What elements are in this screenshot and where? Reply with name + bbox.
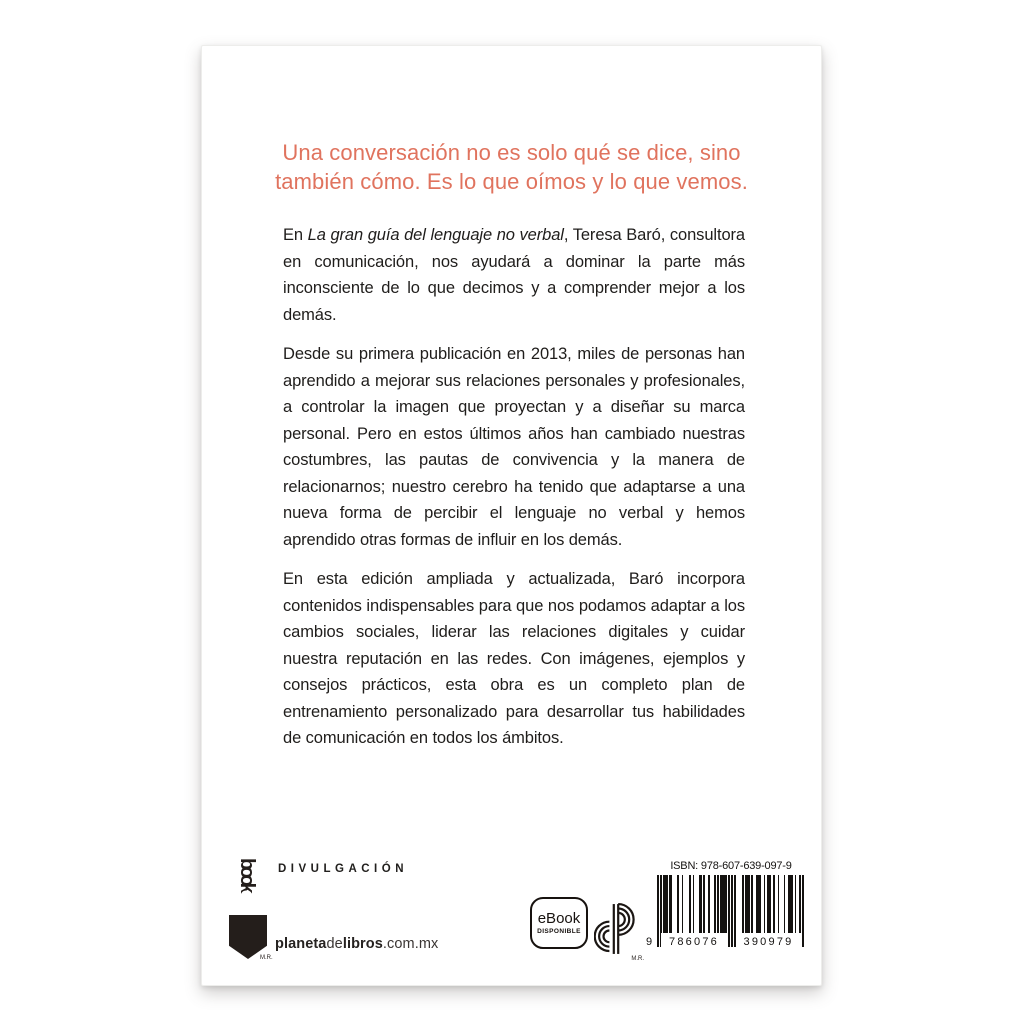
back-cover-headline: Una conversación no es solo qué se dice, sino también cómo. Es lo que oímos y lo que vemos.	[275, 140, 748, 194]
back-cover-description	[283, 222, 745, 765]
booket-shield-icon	[229, 915, 267, 959]
ebook-badge-title: eBook	[537, 909, 581, 927]
barcode-block	[646, 860, 805, 948]
barcode-first-digit: 9	[646, 936, 653, 948]
booket-wordmark-bottom: et	[236, 889, 258, 900]
publisher-website	[275, 936, 438, 952]
planeta-trademark-label: M.R.	[631, 956, 644, 962]
website-seg-planeta: planeta	[275, 936, 327, 952]
booket-trademark-label: M.R.	[260, 955, 273, 961]
barcode-digits-left: 786076	[661, 933, 727, 948]
book-title-italic: La gran guía del lenguaje no verbal	[307, 226, 564, 244]
collection-label: DIVULGACIÓN	[278, 863, 408, 875]
book-back-cover	[201, 45, 822, 986]
ebook-available-badge	[530, 897, 588, 949]
planeta-logo	[594, 898, 642, 964]
barcode-digits-right: 390979	[736, 933, 801, 948]
ebook-badge-subtitle: DISPONIBLE	[537, 928, 581, 936]
description-paragraph-1	[283, 222, 745, 328]
description-paragraph-3: En esta edición ampliada y actualizada, Baró incorpora contenidos indispensables para que nos podamos adaptar a los cambios sociales, liderar las relaciones digitales y cuidar nuestra reputación en las redes. Con imágenes, ejemplos y consejos prácticos, esta obra es un completo plan de entrenamiento personalizado para desarrollar tus habilidades de comunicación en todos los ámbitos.	[283, 570, 745, 747]
website-seg-domain: .com.mx	[382, 936, 439, 952]
paragraph-1-prefix: En	[283, 226, 308, 244]
description-paragraph-2: Desde su primera publicación en 2013, miles de personas han aprendido a mejorar sus relaciones personales y profesionales, a controlar la imagen que proyectan y a diseñar su marca personal. Pero en estos últimos años han cambiado nuestras costumbres, las pautas de convivencia y la manera de relacionarnos; nuestro cerebro ha tenido que adaptarse a una nueva forma de percibir el lenguaje no verbal y hemos aprendido otras formas de influir en los demás.	[283, 345, 745, 549]
booket-wordmark-top: book	[236, 858, 258, 890]
website-seg-libros: libros	[342, 936, 383, 952]
barcode-bars	[646, 875, 805, 948]
booket-logo	[229, 858, 273, 961]
planeta-p-icon	[594, 898, 638, 960]
isbn-label: ISBN: 978-607-639-097-9	[670, 860, 792, 872]
website-seg-de: de	[326, 936, 343, 952]
paragraph-1-rest: , Teresa Baró, consultora en comunicación, nos ayudará a dominar la parte más inconsciente de lo que decimos y a comprender mejor a los demás.	[283, 226, 745, 324]
booket-wordmark	[237, 858, 257, 900]
